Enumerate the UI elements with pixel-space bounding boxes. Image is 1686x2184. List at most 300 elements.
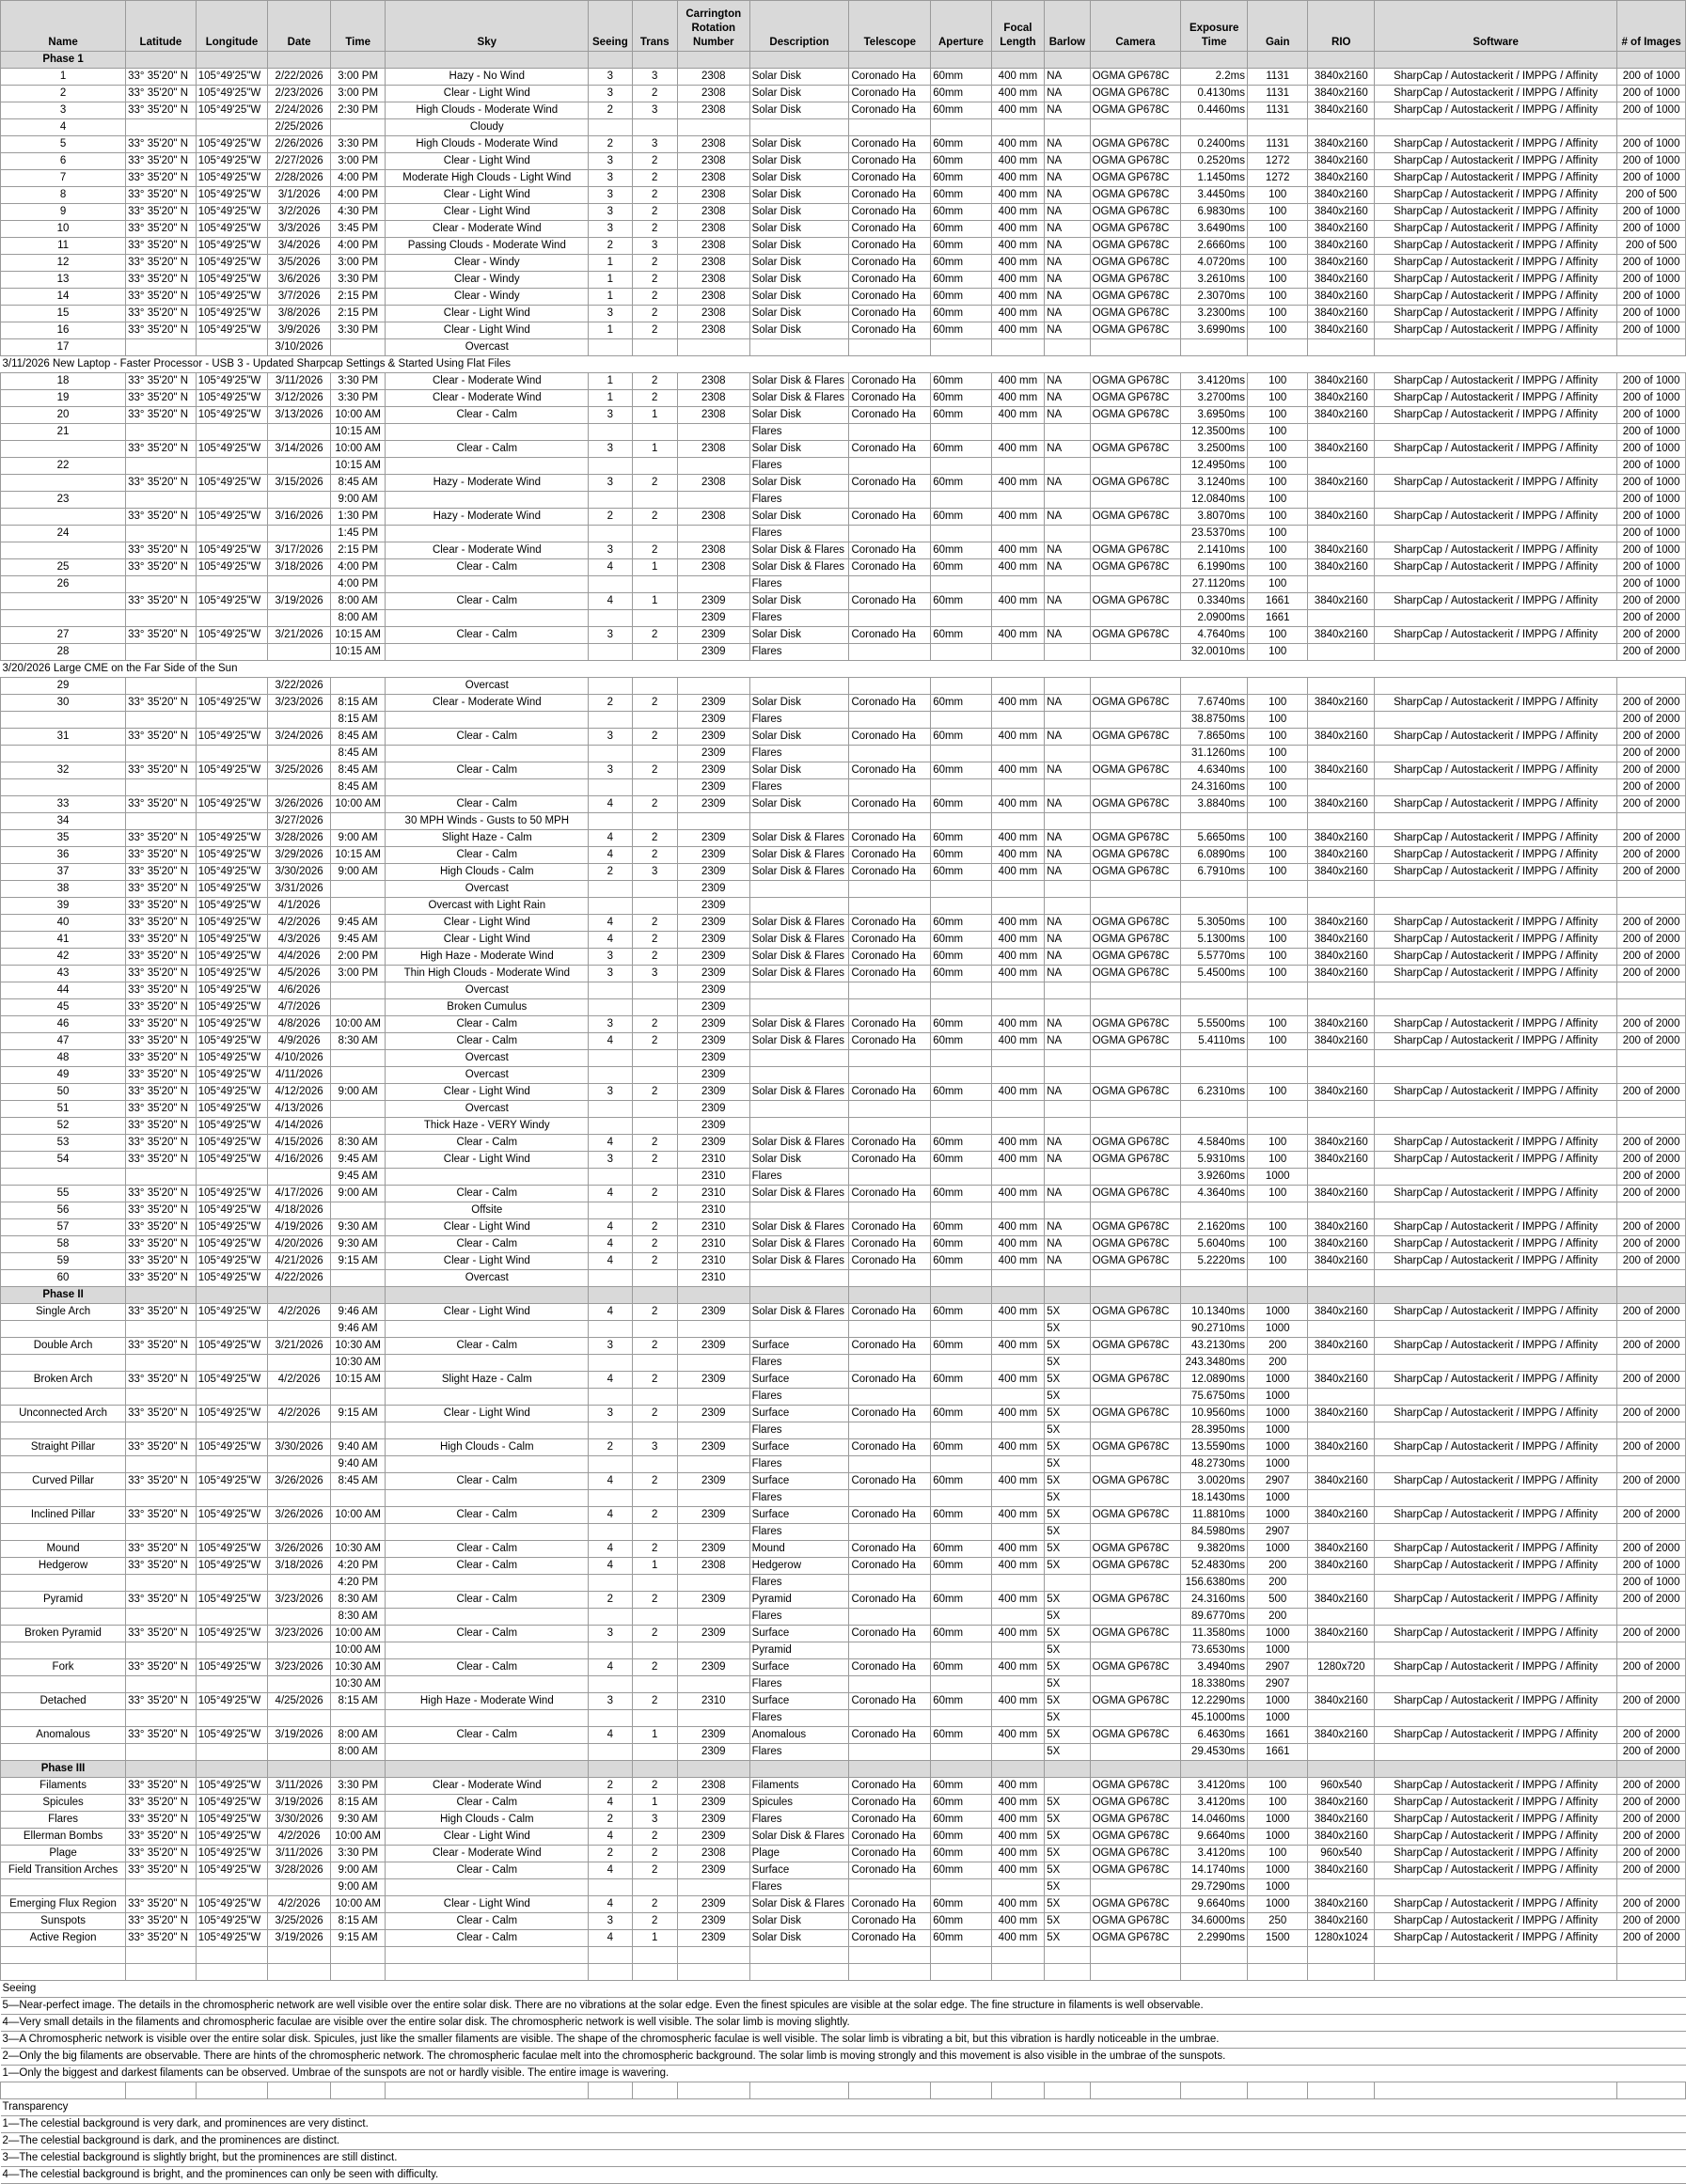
column-header[interactable]: Gain — [1247, 1, 1308, 52]
table-cell[interactable]: Coronado Ha — [849, 221, 931, 238]
table-cell[interactable]: Clear - Light Wind — [386, 1406, 589, 1422]
table-cell[interactable]: 400 mm — [991, 1862, 1044, 1879]
table-cell[interactable]: 400 mm — [991, 170, 1044, 187]
table-cell[interactable] — [386, 2082, 589, 2099]
table-cell[interactable] — [330, 1067, 385, 1084]
table-cell[interactable]: 3 — [632, 1439, 677, 1456]
table-cell[interactable] — [126, 1575, 197, 1592]
table-cell[interactable] — [589, 1676, 632, 1693]
table-cell[interactable]: 6.4630ms — [1181, 1727, 1248, 1744]
table-cell[interactable] — [849, 1118, 931, 1135]
table-cell[interactable] — [1090, 1642, 1181, 1659]
table-cell[interactable] — [1, 1609, 126, 1626]
table-cell[interactable]: 33° 35'20" N — [126, 86, 197, 102]
table-cell[interactable] — [126, 1947, 197, 1964]
table-cell[interactable] — [589, 982, 632, 999]
table-cell[interactable]: Surface — [749, 1372, 849, 1389]
table-cell[interactable]: 400 mm — [991, 1541, 1044, 1558]
table-cell[interactable] — [632, 1964, 677, 1981]
table-cell[interactable]: 400 mm — [991, 272, 1044, 289]
table-cell[interactable] — [268, 779, 331, 796]
table-cell[interactable]: 105°49'25"W — [196, 322, 268, 339]
table-cell[interactable]: 4/17/2026 — [268, 1186, 331, 1202]
table-cell[interactable]: Clear - Calm — [386, 593, 589, 610]
table-cell[interactable] — [126, 1964, 197, 1981]
table-cell[interactable]: 33° 35'20" N — [126, 306, 197, 322]
table-cell[interactable] — [1308, 644, 1375, 661]
table-cell[interactable]: 2310 — [677, 1236, 749, 1253]
table-cell[interactable]: 60mm — [931, 1846, 992, 1862]
table-cell[interactable]: 5X — [1045, 1389, 1090, 1406]
table-cell[interactable]: OGMA GP678C — [1090, 102, 1181, 119]
column-header[interactable]: Software — [1375, 1, 1617, 52]
table-cell[interactable] — [268, 1321, 331, 1338]
table-cell[interactable]: 3840x2160 — [1308, 559, 1375, 576]
table-cell[interactable]: OGMA GP678C — [1090, 1913, 1181, 1930]
table-cell[interactable]: 200 of 2000 — [1617, 830, 1686, 847]
table-cell[interactable]: 8:45 AM — [330, 475, 385, 492]
table-cell[interactable] — [632, 52, 677, 69]
table-cell[interactable]: OGMA GP678C — [1090, 136, 1181, 153]
table-cell[interactable]: 200 of 1000 — [1617, 542, 1686, 559]
table-cell[interactable]: High Clouds - Calm — [386, 864, 589, 881]
table-cell[interactable]: 60mm — [931, 1338, 992, 1355]
table-cell[interactable]: OGMA GP678C — [1090, 1727, 1181, 1744]
table-cell[interactable] — [632, 1321, 677, 1338]
table-cell[interactable]: 2 — [632, 204, 677, 221]
table-cell[interactable] — [268, 1710, 331, 1727]
table-cell[interactable]: 200 of 2000 — [1617, 1016, 1686, 1033]
table-cell[interactable]: 105°49'25"W — [196, 1118, 268, 1135]
table-cell[interactable]: Clear - Calm — [386, 1727, 589, 1744]
table-cell[interactable]: 9:15 AM — [330, 1406, 385, 1422]
table-cell[interactable]: 105°49'25"W — [196, 847, 268, 864]
table-cell[interactable] — [1045, 1761, 1090, 1778]
table-cell[interactable]: Solar Disk & Flares — [749, 1829, 849, 1846]
table-cell[interactable]: 43.2130ms — [1181, 1338, 1248, 1355]
table-cell[interactable]: Coronado Ha — [849, 1896, 931, 1913]
table-cell[interactable] — [386, 1524, 589, 1541]
table-cell[interactable] — [330, 52, 385, 69]
table-cell[interactable] — [1090, 1355, 1181, 1372]
table-cell[interactable]: 10:15 AM — [330, 847, 385, 864]
table-cell[interactable]: 105°49'25"W — [196, 1033, 268, 1050]
table-cell[interactable] — [931, 424, 992, 441]
table-cell[interactable]: 9:45 AM — [330, 1152, 385, 1169]
table-cell[interactable] — [1090, 982, 1181, 999]
table-cell[interactable]: 4 — [1, 119, 126, 136]
table-cell[interactable] — [1375, 1202, 1617, 1219]
table-cell[interactable]: 105°49'25"W — [196, 1812, 268, 1829]
table-cell[interactable] — [126, 813, 197, 830]
table-cell[interactable]: Surface — [749, 1507, 849, 1524]
table-cell[interactable] — [1308, 52, 1375, 69]
table-cell[interactable]: 200 of 2000 — [1617, 1659, 1686, 1676]
table-cell[interactable] — [749, 999, 849, 1016]
table-cell[interactable]: 2310 — [677, 1219, 749, 1236]
table-cell[interactable]: Clear - Calm — [386, 1930, 589, 1947]
table-cell[interactable]: 3:30 PM — [330, 373, 385, 390]
table-cell[interactable]: Flares — [749, 1524, 849, 1541]
table-cell[interactable]: Clear - Calm — [386, 1913, 589, 1930]
table-cell[interactable] — [1, 2082, 126, 2099]
table-cell[interactable]: 3/26/2026 — [268, 1541, 331, 1558]
table-cell[interactable]: 105°49'25"W — [196, 1778, 268, 1795]
table-cell[interactable]: 3 — [589, 441, 632, 458]
table-cell[interactable] — [991, 526, 1044, 542]
table-cell[interactable]: 60mm — [931, 289, 992, 306]
table-cell[interactable]: 3.1240ms — [1181, 475, 1248, 492]
table-cell[interactable]: 2309 — [677, 1084, 749, 1101]
column-header[interactable]: Seeing — [589, 1, 632, 52]
table-cell[interactable]: 3:30 PM — [330, 1846, 385, 1862]
table-cell[interactable]: 2 — [589, 1846, 632, 1862]
table-cell[interactable] — [1308, 1270, 1375, 1287]
table-cell[interactable] — [991, 1879, 1044, 1896]
table-cell[interactable] — [1375, 1169, 1617, 1186]
table-cell[interactable]: 3/4/2026 — [268, 238, 331, 255]
table-cell[interactable]: 9:00 AM — [330, 1084, 385, 1101]
table-cell[interactable]: Mound — [1, 1541, 126, 1558]
table-cell[interactable]: Solar Disk & Flares — [749, 542, 849, 559]
table-cell[interactable]: 1272 — [1247, 153, 1308, 170]
table-cell[interactable]: SharpCap / Autostackerit / IMPPG / Affinity — [1375, 289, 1617, 306]
table-cell[interactable] — [632, 1270, 677, 1287]
table-cell[interactable] — [196, 1676, 268, 1693]
table-cell[interactable]: 2309 — [677, 1507, 749, 1524]
table-cell[interactable] — [386, 1642, 589, 1659]
table-cell[interactable]: OGMA GP678C — [1090, 1152, 1181, 1169]
table-cell[interactable] — [1, 509, 126, 526]
table-cell[interactable]: 2309 — [677, 762, 749, 779]
table-cell[interactable]: 5X — [1045, 1727, 1090, 1744]
table-cell[interactable] — [1045, 1118, 1090, 1135]
table-cell[interactable] — [1247, 1287, 1308, 1304]
table-cell[interactable]: 4/20/2026 — [268, 1236, 331, 1253]
table-cell[interactable]: OGMA GP678C — [1090, 322, 1181, 339]
table-cell[interactable]: 33° 35'20" N — [126, 915, 197, 932]
table-cell[interactable]: Clear - Light Wind — [386, 1829, 589, 1846]
table-cell[interactable] — [589, 1287, 632, 1304]
table-cell[interactable]: 59 — [1, 1253, 126, 1270]
table-cell[interactable] — [330, 1964, 385, 1981]
table-cell[interactable] — [849, 1964, 931, 1981]
table-cell[interactable]: 2 — [632, 187, 677, 204]
table-cell[interactable]: Solar Disk & Flares — [749, 1253, 849, 1270]
table-cell[interactable] — [268, 1456, 331, 1473]
table-cell[interactable] — [1617, 1270, 1686, 1287]
table-cell[interactable]: 2309 — [677, 644, 749, 661]
table-cell[interactable]: Field Transition Arches — [1, 1862, 126, 1879]
table-cell[interactable] — [1181, 1270, 1248, 1287]
table-cell[interactable]: 33° 35'20" N — [126, 1118, 197, 1135]
table-cell[interactable]: 3 — [632, 69, 677, 86]
table-cell[interactable] — [849, 1490, 931, 1507]
table-cell[interactable]: 2310 — [677, 1169, 749, 1186]
table-cell[interactable] — [632, 339, 677, 356]
table-cell[interactable]: 1 — [589, 272, 632, 289]
table-cell[interactable]: 400 mm — [991, 86, 1044, 102]
table-cell[interactable]: 3 — [589, 1913, 632, 1930]
table-cell[interactable]: OGMA GP678C — [1090, 1862, 1181, 1879]
table-cell[interactable]: 1000 — [1247, 1829, 1308, 1846]
table-cell[interactable]: Flares — [1, 1812, 126, 1829]
table-cell[interactable]: 3840x2160 — [1308, 796, 1375, 813]
table-cell[interactable] — [991, 610, 1044, 627]
table-cell[interactable] — [1375, 2082, 1617, 2099]
table-cell[interactable]: Solar Disk — [749, 475, 849, 492]
table-cell[interactable]: 33° 35'20" N — [126, 1812, 197, 1829]
table-cell[interactable]: Clear - Light Wind — [386, 204, 589, 221]
table-cell[interactable]: 2.3070ms — [1181, 289, 1248, 306]
table-cell[interactable]: 3 — [589, 762, 632, 779]
table-cell[interactable] — [268, 458, 331, 475]
table-cell[interactable]: SharpCap / Autostackerit / IMPPG / Affinity — [1375, 796, 1617, 813]
table-cell[interactable]: 2 — [632, 255, 677, 272]
table-cell[interactable]: SharpCap / Autostackerit / IMPPG / Affinity — [1375, 1186, 1617, 1202]
table-cell[interactable] — [991, 999, 1044, 1016]
table-cell[interactable]: 2 — [632, 1033, 677, 1050]
table-cell[interactable] — [1308, 458, 1375, 475]
table-cell[interactable] — [1247, 1067, 1308, 1084]
table-cell[interactable]: 9:15 AM — [330, 1253, 385, 1270]
table-cell[interactable]: Clear - Calm — [386, 441, 589, 458]
table-cell[interactable] — [1308, 1642, 1375, 1659]
table-cell[interactable] — [632, 1389, 677, 1406]
table-cell[interactable] — [931, 1169, 992, 1186]
table-cell[interactable] — [1247, 119, 1308, 136]
table-cell[interactable]: Coronado Ha — [849, 390, 931, 407]
table-cell[interactable]: 2 — [632, 475, 677, 492]
table-cell[interactable]: 100 — [1247, 1016, 1308, 1033]
table-cell[interactable]: 3840x2160 — [1308, 441, 1375, 458]
table-cell[interactable]: Broken Pyramid — [1, 1626, 126, 1642]
table-cell[interactable]: 3840x2160 — [1308, 1135, 1375, 1152]
table-cell[interactable] — [1308, 1067, 1375, 1084]
table-cell[interactable]: Coronado Ha — [849, 695, 931, 712]
column-header[interactable]: Name — [1, 1, 126, 52]
table-cell[interactable]: 100 — [1247, 695, 1308, 712]
table-cell[interactable]: 200 of 2000 — [1617, 1253, 1686, 1270]
table-cell[interactable]: SharpCap / Autostackerit / IMPPG / Affinity — [1375, 390, 1617, 407]
table-cell[interactable]: 4/15/2026 — [268, 1135, 331, 1152]
table-cell[interactable]: 31 — [1, 729, 126, 746]
table-cell[interactable]: 48.2730ms — [1181, 1456, 1248, 1473]
table-cell[interactable] — [749, 1321, 849, 1338]
table-cell[interactable] — [1247, 52, 1308, 69]
table-cell[interactable]: 2 — [632, 86, 677, 102]
table-cell[interactable] — [126, 1355, 197, 1372]
table-cell[interactable] — [589, 898, 632, 915]
table-cell[interactable] — [268, 1947, 331, 1964]
table-cell[interactable]: 5.5500ms — [1181, 1016, 1248, 1033]
phase-label[interactable]: Phase 1 — [1, 52, 126, 69]
table-cell[interactable]: 3.8070ms — [1181, 509, 1248, 526]
table-cell[interactable] — [1247, 2082, 1308, 2099]
table-cell[interactable] — [749, 1101, 849, 1118]
table-cell[interactable]: 60mm — [931, 1152, 992, 1169]
table-cell[interactable]: 400 mm — [991, 729, 1044, 746]
table-cell[interactable]: 33° 35'20" N — [126, 475, 197, 492]
table-cell[interactable]: 200 of 500 — [1617, 187, 1686, 204]
table-cell[interactable]: 60mm — [931, 1659, 992, 1676]
table-cell[interactable]: Flares — [749, 610, 849, 627]
table-cell[interactable] — [677, 458, 749, 475]
table-cell[interactable]: 100 — [1247, 1033, 1308, 1050]
table-cell[interactable]: 9:30 AM — [330, 1219, 385, 1236]
table-cell[interactable] — [196, 813, 268, 830]
table-cell[interactable]: 4:00 PM — [330, 576, 385, 593]
table-cell[interactable] — [268, 644, 331, 661]
table-cell[interactable] — [1308, 1575, 1375, 1592]
table-cell[interactable] — [931, 576, 992, 593]
table-cell[interactable]: NA — [1045, 102, 1090, 119]
table-cell[interactable]: 5.4500ms — [1181, 966, 1248, 982]
table-cell[interactable]: 2 — [632, 1659, 677, 1676]
table-cell[interactable]: 53 — [1, 1135, 126, 1152]
table-cell[interactable] — [386, 458, 589, 475]
table-cell[interactable]: 2 — [632, 1846, 677, 1862]
table-cell[interactable] — [632, 1287, 677, 1304]
table-cell[interactable]: 2308 — [677, 69, 749, 86]
table-cell[interactable]: 12.0840ms — [1181, 492, 1248, 509]
table-cell[interactable]: 105°49'25"W — [196, 559, 268, 576]
table-cell[interactable] — [849, 526, 931, 542]
table-cell[interactable]: 2 — [632, 1913, 677, 1930]
table-cell[interactable] — [991, 1710, 1044, 1727]
table-cell[interactable]: 2308 — [677, 221, 749, 238]
table-cell[interactable] — [1, 1710, 126, 1727]
table-cell[interactable]: 1000 — [1247, 1693, 1308, 1710]
table-cell[interactable] — [632, 1676, 677, 1693]
note-text[interactable]: 5—Near-perfect image. The details in the chromospheric network are well visible over the entire solar disk. There are no vibrations at the solar edge. Even the finest spicules are visible at the solar edge. The fine structure in filaments is well observable. — [1, 1998, 1686, 2015]
table-cell[interactable]: 4 — [589, 1236, 632, 1253]
table-cell[interactable] — [268, 492, 331, 509]
table-cell[interactable]: 3/3/2026 — [268, 221, 331, 238]
table-cell[interactable]: Broken Arch — [1, 1372, 126, 1389]
table-cell[interactable]: 9:45 AM — [330, 932, 385, 949]
table-cell[interactable] — [1181, 1050, 1248, 1067]
table-cell[interactable]: 2309 — [677, 1016, 749, 1033]
table-cell[interactable]: NA — [1045, 272, 1090, 289]
table-cell[interactable] — [1181, 52, 1248, 69]
table-cell[interactable]: 31.1260ms — [1181, 746, 1248, 762]
table-cell[interactable]: 2308 — [677, 136, 749, 153]
table-cell[interactable] — [1, 475, 126, 492]
table-cell[interactable]: 2 — [632, 830, 677, 847]
table-cell[interactable]: 400 mm — [991, 1304, 1044, 1321]
table-cell[interactable] — [1308, 982, 1375, 999]
table-cell[interactable]: 33° 35'20" N — [126, 322, 197, 339]
table-cell[interactable]: 2308 — [677, 238, 749, 255]
table-cell[interactable] — [931, 1287, 992, 1304]
table-cell[interactable] — [1375, 1761, 1617, 1778]
table-cell[interactable]: SharpCap / Autostackerit / IMPPG / Affinity — [1375, 509, 1617, 526]
table-cell[interactable]: 105°49'25"W — [196, 898, 268, 915]
table-cell[interactable]: 2 — [632, 1693, 677, 1710]
table-cell[interactable]: 1 — [632, 593, 677, 610]
table-cell[interactable]: 5X — [1045, 1558, 1090, 1575]
table-cell[interactable]: 11.3580ms — [1181, 1626, 1248, 1642]
table-cell[interactable] — [1308, 610, 1375, 627]
table-cell[interactable] — [1045, 458, 1090, 475]
table-cell[interactable]: SharpCap / Autostackerit / IMPPG / Affinity — [1375, 1016, 1617, 1033]
table-cell[interactable]: Coronado Ha — [849, 559, 931, 576]
table-cell[interactable] — [991, 2082, 1044, 2099]
table-cell[interactable] — [589, 1642, 632, 1659]
table-cell[interactable]: 34.6000ms — [1181, 1913, 1248, 1930]
table-cell[interactable]: 30 — [1, 695, 126, 712]
table-cell[interactable]: 4/1/2026 — [268, 898, 331, 915]
table-cell[interactable] — [632, 746, 677, 762]
table-cell[interactable]: 100 — [1247, 762, 1308, 779]
table-cell[interactable] — [126, 526, 197, 542]
table-cell[interactable]: Coronado Ha — [849, 373, 931, 390]
table-cell[interactable] — [1, 1964, 126, 1981]
table-cell[interactable]: 3/21/2026 — [268, 1338, 331, 1355]
table-cell[interactable]: SharpCap / Autostackerit / IMPPG / Affinity — [1375, 593, 1617, 610]
table-cell[interactable]: 29.7290ms — [1181, 1879, 1248, 1896]
table-cell[interactable]: 4 — [589, 932, 632, 949]
table-cell[interactable]: 2309 — [677, 695, 749, 712]
table-cell[interactable]: Mound — [749, 1541, 849, 1558]
table-cell[interactable] — [1045, 1169, 1090, 1186]
table-cell[interactable]: 2 — [632, 1626, 677, 1642]
table-cell[interactable]: 2.2990ms — [1181, 1930, 1248, 1947]
table-cell[interactable] — [632, 1575, 677, 1592]
table-cell[interactable]: 3 — [632, 966, 677, 982]
table-cell[interactable] — [1617, 1609, 1686, 1626]
table-cell[interactable] — [386, 1422, 589, 1439]
table-cell[interactable] — [196, 424, 268, 441]
table-cell[interactable]: 8:45 AM — [330, 1473, 385, 1490]
table-cell[interactable]: 3:30 PM — [330, 136, 385, 153]
table-cell[interactable] — [589, 492, 632, 509]
table-cell[interactable] — [931, 1355, 992, 1372]
table-cell[interactable]: 100 — [1247, 272, 1308, 289]
table-cell[interactable]: 5.9310ms — [1181, 1152, 1248, 1169]
table-cell[interactable]: 3840x2160 — [1308, 542, 1375, 559]
column-header[interactable]: RIO — [1308, 1, 1375, 52]
table-cell[interactable] — [632, 424, 677, 441]
table-cell[interactable]: Hazy - No Wind — [386, 69, 589, 86]
table-cell[interactable]: Pyramid — [749, 1592, 849, 1609]
table-cell[interactable] — [931, 1389, 992, 1406]
table-cell[interactable] — [632, 119, 677, 136]
table-cell[interactable]: SharpCap / Autostackerit / IMPPG / Affinity — [1375, 187, 1617, 204]
table-cell[interactable]: 4/18/2026 — [268, 1202, 331, 1219]
table-cell[interactable]: 3840x2160 — [1308, 1406, 1375, 1422]
table-cell[interactable]: 2 — [589, 1439, 632, 1456]
table-cell[interactable]: 3840x2160 — [1308, 86, 1375, 102]
table-cell[interactable]: 5X — [1045, 1812, 1090, 1829]
table-cell[interactable] — [1375, 1321, 1617, 1338]
table-cell[interactable] — [268, 576, 331, 593]
table-cell[interactable]: 2907 — [1247, 1676, 1308, 1693]
table-cell[interactable] — [749, 1287, 849, 1304]
table-cell[interactable]: Offsite — [386, 1202, 589, 1219]
table-cell[interactable]: 4/2/2026 — [268, 1829, 331, 1846]
table-cell[interactable]: 3/5/2026 — [268, 255, 331, 272]
table-cell[interactable]: Solar Disk & Flares — [749, 1236, 849, 1253]
table-cell[interactable]: OGMA GP678C — [1090, 373, 1181, 390]
table-cell[interactable] — [849, 1355, 931, 1372]
table-cell[interactable]: Flares — [749, 1879, 849, 1896]
table-cell[interactable]: Surface — [749, 1626, 849, 1642]
table-cell[interactable]: 2308 — [677, 306, 749, 322]
table-cell[interactable]: 10.9560ms — [1181, 1406, 1248, 1422]
table-cell[interactable]: Spicules — [1, 1795, 126, 1812]
